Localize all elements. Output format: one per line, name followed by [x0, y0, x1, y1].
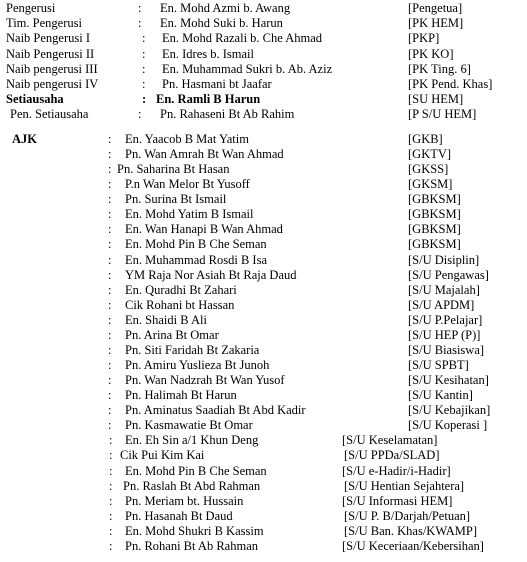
ajk-row [0, 509, 527, 524]
ajk-name: En. Muhammad Rosdi B Isa [125, 252, 268, 267]
ajk-row [0, 448, 527, 463]
ajk-row [0, 222, 527, 237]
ajk-colon: : [108, 147, 112, 162]
ajk-name: Pn. Hasanah Bt Daud [125, 508, 233, 523]
ajk-name: En. Mohd Pin B Che Seman [125, 237, 267, 252]
ajk-name: Cik Pui Kim Kai [120, 448, 205, 463]
officer-role: Naib pengerusi IV [6, 77, 99, 91]
officer-post: [P S/U HEM] [408, 107, 477, 122]
ajk-name: Pn. Raslah Bt Abd Rahman [123, 478, 261, 493]
ajk-row [0, 283, 527, 298]
ajk-colon: : [108, 252, 112, 267]
ajk-colon: : [108, 312, 112, 327]
ajk-row [0, 343, 527, 358]
officer-role: Tim. Pengerusi [6, 16, 82, 31]
ajk-row [0, 132, 527, 147]
officer-row [0, 107, 527, 122]
officer-name: En. Ramli B Harun [156, 92, 261, 107]
ajk-row [0, 479, 527, 494]
ajk-colon: : [108, 192, 112, 207]
ajk-post: [S/U Kebajikan] [408, 403, 491, 418]
ajk-post: [S/U Biasiswa] [408, 342, 485, 357]
ajk-name: Pn. Meriam bt. Hussain [125, 493, 244, 508]
ajk-row [0, 433, 527, 448]
ajk-colon: : [108, 342, 112, 357]
ajk-post: [S/U Disiplin] [408, 252, 480, 267]
ajk-post: [S/U Kesihatan] [408, 373, 489, 388]
ajk-colon: : [109, 493, 113, 508]
ajk-row [0, 147, 527, 162]
ajk-colon: : [109, 463, 113, 478]
ajk-post: [GKTV] [408, 147, 452, 162]
officer-name: En. Mohd Suki b. Harun [160, 16, 283, 31]
officer-colon: : [142, 92, 147, 107]
officer-colon: : [142, 61, 146, 76]
officer-row [0, 62, 527, 77]
officer-post: [Pengetua] [408, 1, 463, 15]
ajk-colon: : [109, 478, 113, 493]
ajk-post: [GKSS] [408, 162, 449, 177]
ajk-post: [GKB] [408, 132, 443, 146]
ajk-name: En. Mohd Pin B Che Seman [125, 463, 267, 478]
ajk-row [0, 177, 527, 192]
ajk-name: Pn. Kasmawatie Bt Omar [125, 418, 253, 433]
ajk-name: P.n Wan Melor Bt Yusoff [125, 177, 250, 192]
ajk-post: [S/U Majalah] [408, 282, 480, 297]
officer-role: Setiausaha [6, 92, 64, 107]
ajk-name: Pn. Rohani Bt Ab Rahman [125, 538, 258, 553]
ajk-name: En. Mohd Yatim B Ismail [125, 207, 254, 222]
officer-name: En. Muhammad Sukri b. Ab. Aziz [162, 61, 333, 76]
ajk-name: Pn. Surina Bt Ismail [125, 192, 227, 207]
officer-role: Pengerusi [6, 1, 56, 15]
officer-post: [PK Ting. 6] [408, 61, 471, 76]
ajk-name: YM Raja Nor Asiah Bt Raja Daud [125, 267, 297, 282]
ajk-post: [S/U Koperasi ] [408, 418, 488, 433]
ajk-post: [S/U PPDa/SLAD] [344, 448, 440, 463]
ajk-colon: : [108, 418, 112, 433]
officer-post: [PK HEM] [408, 16, 464, 31]
officer-post: [PK KO] [408, 46, 454, 61]
ajk-name: En. Wan Hanapi B Wan Ahmad [125, 222, 283, 237]
officer-role: Naib Pengerusi I [6, 31, 91, 46]
ajk-row [0, 253, 527, 268]
ajk-row [0, 524, 527, 539]
ajk-name: Pn. Halimah Bt Harun [125, 388, 237, 403]
ajk-colon: : [109, 508, 113, 523]
ajk-row [0, 403, 527, 418]
ajk-name: Pn. Aminatus Saadiah Bt Abd Kadir [125, 403, 306, 418]
ajk-post: [S/U e-Hadir/i-Hadir] [342, 463, 451, 478]
ajk-colon: : [108, 373, 112, 388]
ajk-colon: : [108, 237, 112, 252]
ajk-name: En. Mohd Shukri B Kassim [125, 523, 264, 538]
officer-row [0, 31, 527, 46]
ajk-colon: : [108, 177, 112, 192]
officer-name: Pn. Rahaseni Bt Ab Rahim [160, 107, 295, 122]
officer-row [0, 77, 527, 92]
ajk-row [0, 313, 527, 328]
officer-colon: : [138, 16, 142, 31]
officer-name: En. Mohd Razali b. Che Ahmad [162, 31, 323, 46]
ajk-colon: : [108, 132, 112, 146]
officer-colon: : [138, 1, 142, 15]
ajk-colon: : [108, 297, 112, 312]
officer-name: Pn. Hasmani bt Jaafar [162, 77, 272, 91]
ajk-colon: : [109, 448, 113, 463]
officer-role: Naib Pengerusi II [6, 46, 95, 61]
ajk-colon: : [109, 538, 113, 553]
ajk-name: Pn. Arina Bt Omar [125, 327, 219, 342]
ajk-row [0, 373, 527, 388]
ajk-post: [S/U Keceriaan/Kebersihan] [342, 538, 484, 553]
ajk-row [0, 162, 527, 177]
ajk-row [0, 418, 527, 433]
ajk-name: Pn. Siti Faridah Bt Zakaria [125, 342, 260, 357]
ajk-row [0, 207, 527, 222]
ajk-post: [GBKSM] [408, 207, 461, 222]
ajk-row [0, 358, 527, 373]
ajk-row [0, 268, 527, 283]
ajk-post: [S/U Kantin] [408, 388, 473, 403]
ajk-post: [S/U Pengawas] [408, 267, 489, 282]
officer-name: En. Idres b. Ismail [162, 46, 254, 61]
ajk-post: [GBKSM] [408, 192, 461, 207]
officer-role: Naib pengerusi III [6, 61, 98, 76]
ajk-colon: : [109, 433, 113, 448]
ajk-row [0, 539, 527, 554]
ajk-colon: : [108, 282, 112, 297]
ajk-name: Pn. Wan Amrah Bt Wan Ahmad [125, 147, 284, 162]
officer-post: [PKP] [408, 31, 440, 46]
officer-name: En. Mohd Azmi b. Awang [160, 1, 291, 15]
ajk-name: En. Shaidi B Ali [125, 312, 207, 327]
ajk-post: [S/U P. B/Darjah/Petuan] [344, 508, 471, 523]
ajk-post: [GKSM] [408, 177, 453, 192]
ajk-row [0, 237, 527, 252]
ajk-colon: : [108, 388, 112, 403]
officer-row [0, 92, 527, 107]
officer-row [0, 16, 527, 31]
ajk-name: Cik Rohani bt Hassan [125, 297, 235, 312]
ajk-name: En. Quradhi Bt Zahari [125, 282, 237, 297]
ajk-colon: : [108, 207, 112, 222]
ajk-colon: : [108, 222, 112, 237]
officer-post: [PK Pend. Khas] [408, 77, 493, 91]
officer-row [0, 1, 527, 16]
ajk-label: AJK [12, 132, 37, 146]
officer-row [0, 47, 527, 62]
ajk-row [0, 464, 527, 479]
ajk-colon: : [108, 267, 112, 282]
officer-colon: : [142, 31, 146, 46]
ajk-post: [S/U HEP (P)] [408, 327, 481, 342]
ajk-colon: : [108, 162, 112, 177]
ajk-row [0, 388, 527, 403]
officer-colon: : [142, 46, 146, 61]
ajk-colon: : [108, 358, 112, 373]
ajk-name: En. Yaacob B Mat Yatim [125, 132, 249, 146]
ajk-post: [S/U Informasi HEM] [342, 493, 453, 508]
ajk-colon: : [108, 327, 112, 342]
ajk-post: [S/U P.Pelajar] [408, 312, 483, 327]
ajk-post: [GBKSM] [408, 222, 461, 237]
ajk-post: [S/U SPBT] [408, 358, 469, 373]
ajk-row [0, 298, 527, 313]
ajk-post: [S/U Ban. Khas/KWAMP] [344, 523, 477, 538]
ajk-row [0, 192, 527, 207]
ajk-name: Pn. Wan Nadzrah Bt Wan Yusof [125, 373, 285, 388]
ajk-row [0, 494, 527, 509]
ajk-post: [GBKSM] [408, 237, 461, 252]
ajk-name: Pn. Amiru Yuslieza Bt Junoh [125, 358, 270, 373]
ajk-post: [S/U Keselamatan] [342, 433, 438, 448]
ajk-colon: : [108, 403, 112, 418]
ajk-row [0, 328, 527, 343]
officer-colon: : [138, 107, 142, 122]
officer-post: [SU HEM] [408, 92, 464, 107]
ajk-colon: : [109, 523, 113, 538]
ajk-post: [S/U APDM] [408, 297, 475, 312]
ajk-name: Pn. Saharina Bt Hasan [117, 162, 230, 177]
officer-role: Pen. Setiausaha [10, 107, 89, 122]
officer-colon: : [142, 77, 146, 91]
ajk-post: [S/U Hentian Sejahtera] [344, 478, 465, 493]
ajk-name: En. Eh Sin a/1 Khun Deng [125, 433, 259, 448]
